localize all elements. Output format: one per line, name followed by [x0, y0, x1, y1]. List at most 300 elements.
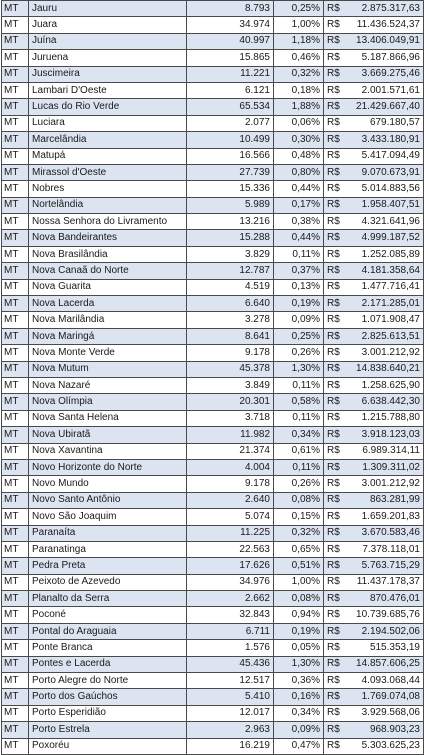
table-row: [2, 689, 424, 705]
percentage-cell: 1,30%: [274, 361, 324, 377]
state-cell: MT: [2, 214, 29, 230]
amount-cell: 3.918.123,03: [348, 427, 424, 443]
table-row: [2, 345, 424, 361]
population-cell: 15.336: [187, 181, 274, 197]
municipality-cell: Nova Canaã do Norte: [29, 263, 187, 279]
currency-cell: R$: [324, 738, 348, 754]
currency-cell: R$: [324, 66, 348, 82]
state-cell: MT: [2, 574, 29, 590]
amount-cell: 13.406.049,91: [348, 33, 424, 49]
currency-cell: R$: [324, 17, 348, 33]
amount-cell: 5.303.625,23: [348, 738, 424, 754]
municipality-cell: Poconé: [29, 607, 187, 623]
currency-cell: R$: [324, 459, 348, 475]
population-cell: 5.989: [187, 197, 274, 213]
table-row: [2, 1, 424, 17]
percentage-cell: 0,34%: [274, 705, 324, 721]
percentage-cell: 0,48%: [274, 148, 324, 164]
population-cell: 3.278: [187, 312, 274, 328]
amount-cell: 4.321.641,96: [348, 214, 424, 230]
currency-cell: R$: [324, 558, 348, 574]
currency-cell: R$: [324, 541, 348, 557]
amount-cell: 1.071.908,47: [348, 312, 424, 328]
currency-cell: R$: [324, 82, 348, 98]
municipality-cell: Peixoto de Azevedo: [29, 574, 187, 590]
table-row: [2, 722, 424, 738]
currency-cell: R$: [324, 132, 348, 148]
amount-cell: 2.194.502,06: [348, 623, 424, 639]
state-cell: MT: [2, 181, 29, 197]
table-row: [2, 296, 424, 312]
table-row: [2, 328, 424, 344]
currency-cell: R$: [324, 509, 348, 525]
population-cell: 3.718: [187, 410, 274, 426]
state-cell: MT: [2, 705, 29, 721]
state-cell: MT: [2, 591, 29, 607]
table-row: [2, 214, 424, 230]
percentage-cell: 1,00%: [274, 574, 324, 590]
table-row: [2, 181, 424, 197]
population-cell: 11.225: [187, 525, 274, 541]
population-cell: 9.178: [187, 476, 274, 492]
percentage-cell: 0,65%: [274, 541, 324, 557]
municipality-cell: Mirassol d'Oeste: [29, 164, 187, 180]
amount-cell: 4.181.358,64: [348, 263, 424, 279]
currency-cell: R$: [324, 214, 348, 230]
state-cell: MT: [2, 1, 29, 17]
table-row: [2, 705, 424, 721]
population-cell: 65.534: [187, 99, 274, 115]
amount-cell: 515.353,19: [348, 640, 424, 656]
table-row: [2, 394, 424, 410]
currency-cell: R$: [324, 230, 348, 246]
municipality-cell: Nova Lacerda: [29, 296, 187, 312]
state-cell: MT: [2, 17, 29, 33]
table-body: [2, 1, 424, 755]
municipality-cell: Planalto da Serra: [29, 591, 187, 607]
population-cell: 8.641: [187, 328, 274, 344]
state-cell: MT: [2, 476, 29, 492]
currency-cell: R$: [324, 148, 348, 164]
municipality-cell: Lucas do Rio Verde: [29, 99, 187, 115]
population-cell: 11.982: [187, 427, 274, 443]
population-cell: 34.974: [187, 17, 274, 33]
population-cell: 16.219: [187, 738, 274, 754]
municipality-cell: Porto Estrela: [29, 722, 187, 738]
table-row: [2, 197, 424, 213]
state-cell: MT: [2, 361, 29, 377]
percentage-cell: 0,05%: [274, 640, 324, 656]
population-cell: 6.640: [187, 296, 274, 312]
percentage-cell: 0,11%: [274, 459, 324, 475]
amount-cell: 2.171.285,01: [348, 296, 424, 312]
state-cell: MT: [2, 459, 29, 475]
table-row: [2, 17, 424, 33]
municipality-cell: Pontal do Araguaia: [29, 623, 187, 639]
municipality-cell: Poxoréu: [29, 738, 187, 754]
state-cell: MT: [2, 33, 29, 49]
table-row: [2, 558, 424, 574]
population-cell: 3.829: [187, 246, 274, 262]
municipality-cell: Novo Santo Antônio: [29, 492, 187, 508]
table-row: [2, 640, 424, 656]
state-cell: MT: [2, 328, 29, 344]
state-cell: MT: [2, 197, 29, 213]
state-cell: MT: [2, 296, 29, 312]
currency-cell: R$: [324, 115, 348, 131]
percentage-cell: 0,58%: [274, 394, 324, 410]
currency-cell: R$: [324, 296, 348, 312]
municipality-cell: Nossa Senhora do Livramento: [29, 214, 187, 230]
percentage-cell: 0,09%: [274, 722, 324, 738]
municipality-cell: Marcelândia: [29, 132, 187, 148]
state-cell: MT: [2, 82, 29, 98]
percentage-cell: 0,34%: [274, 427, 324, 443]
table-row: [2, 50, 424, 66]
table-row: [2, 132, 424, 148]
municipality-cell: Nova Santa Helena: [29, 410, 187, 426]
currency-cell: R$: [324, 246, 348, 262]
state-cell: MT: [2, 492, 29, 508]
currency-cell: R$: [324, 623, 348, 639]
state-cell: MT: [2, 246, 29, 262]
percentage-cell: 0,32%: [274, 66, 324, 82]
amount-cell: 679.180,57: [348, 115, 424, 131]
currency-cell: R$: [324, 705, 348, 721]
state-cell: MT: [2, 50, 29, 66]
amount-cell: 4.999.187,52: [348, 230, 424, 246]
amount-cell: 863.281,99: [348, 492, 424, 508]
percentage-cell: 0,47%: [274, 738, 324, 754]
amount-cell: 2.825.613,51: [348, 328, 424, 344]
population-cell: 5.074: [187, 509, 274, 525]
amount-cell: 3.001.212,92: [348, 345, 424, 361]
currency-cell: R$: [324, 197, 348, 213]
percentage-cell: 0,44%: [274, 230, 324, 246]
municipality-cell: Nova Mutum: [29, 361, 187, 377]
table-row: [2, 66, 424, 82]
percentage-cell: 0,37%: [274, 263, 324, 279]
percentage-cell: 0,38%: [274, 214, 324, 230]
percentage-cell: 0,94%: [274, 607, 324, 623]
amount-cell: 3.669.275,46: [348, 66, 424, 82]
municipality-cell: Juara: [29, 17, 187, 33]
amount-cell: 21.429.667,40: [348, 99, 424, 115]
municipality-cell: Luciara: [29, 115, 187, 131]
percentage-cell: 0,36%: [274, 673, 324, 689]
population-cell: 12.517: [187, 673, 274, 689]
state-cell: MT: [2, 345, 29, 361]
state-cell: MT: [2, 164, 29, 180]
table-row: [2, 623, 424, 639]
municipality-cell: Lambari D'Oeste: [29, 82, 187, 98]
amount-cell: 11.436.524,37: [348, 17, 424, 33]
municipality-cell: Nobres: [29, 181, 187, 197]
municipality-cell: Porto Esperidião: [29, 705, 187, 721]
percentage-cell: 0,15%: [274, 509, 324, 525]
state-cell: MT: [2, 115, 29, 131]
amount-cell: 1.769.074,08: [348, 689, 424, 705]
municipality-cell: Juscimeira: [29, 66, 187, 82]
amount-cell: 1.958.407,51: [348, 197, 424, 213]
population-cell: 8.793: [187, 1, 274, 17]
population-cell: 13.216: [187, 214, 274, 230]
amount-cell: 3.929.568,06: [348, 705, 424, 721]
table-row: [2, 148, 424, 164]
percentage-cell: 0,51%: [274, 558, 324, 574]
municipality-cell: Nova Marilândia: [29, 312, 187, 328]
municipality-cell: Nova Xavantina: [29, 443, 187, 459]
municipality-cell: Pedra Preta: [29, 558, 187, 574]
municipality-cell: Novo São Joaquim: [29, 509, 187, 525]
state-cell: MT: [2, 558, 29, 574]
population-cell: 2.662: [187, 591, 274, 607]
percentage-cell: 0,09%: [274, 312, 324, 328]
state-cell: MT: [2, 394, 29, 410]
amount-cell: 7.378.118,01: [348, 541, 424, 557]
percentage-cell: 1,88%: [274, 99, 324, 115]
state-cell: MT: [2, 312, 29, 328]
municipality-cell: Nova Monte Verde: [29, 345, 187, 361]
currency-cell: R$: [324, 33, 348, 49]
table-row: [2, 246, 424, 262]
percentage-cell: 0,17%: [274, 197, 324, 213]
state-cell: MT: [2, 427, 29, 443]
currency-cell: R$: [324, 279, 348, 295]
amount-cell: 5.014.883,56: [348, 181, 424, 197]
percentage-cell: 0,13%: [274, 279, 324, 295]
population-cell: 16.566: [187, 148, 274, 164]
currency-cell: R$: [324, 607, 348, 623]
amount-cell: 11.437.178,37: [348, 574, 424, 590]
state-cell: MT: [2, 623, 29, 639]
currency-cell: R$: [324, 377, 348, 393]
table-row: [2, 33, 424, 49]
state-cell: MT: [2, 263, 29, 279]
municipality-cell: Paranatinga: [29, 541, 187, 557]
amount-cell: 2.875.317,63: [348, 1, 424, 17]
state-cell: MT: [2, 443, 29, 459]
state-cell: MT: [2, 640, 29, 656]
percentage-cell: 0,25%: [274, 1, 324, 17]
currency-cell: R$: [324, 99, 348, 115]
municipality-cell: Nova Brasilândia: [29, 246, 187, 262]
population-cell: 12.017: [187, 705, 274, 721]
table-row: [2, 509, 424, 525]
municipality-cell: Porto Alegre do Norte: [29, 673, 187, 689]
percentage-cell: 0,26%: [274, 345, 324, 361]
percentage-cell: 0,26%: [274, 476, 324, 492]
population-cell: 40.997: [187, 33, 274, 49]
currency-cell: R$: [324, 263, 348, 279]
amount-cell: 870.476,01: [348, 591, 424, 607]
amount-cell: 3.433.180,91: [348, 132, 424, 148]
municipality-cell: Nova Ubiratã: [29, 427, 187, 443]
amount-cell: 6.989.314,11: [348, 443, 424, 459]
state-cell: MT: [2, 738, 29, 754]
percentage-cell: 0,30%: [274, 132, 324, 148]
amount-cell: 1.477.716,41: [348, 279, 424, 295]
municipality-cell: Jauru: [29, 1, 187, 17]
population-cell: 12.787: [187, 263, 274, 279]
table-row: [2, 164, 424, 180]
table-row: [2, 443, 424, 459]
state-cell: MT: [2, 377, 29, 393]
currency-cell: R$: [324, 591, 348, 607]
table-row: [2, 99, 424, 115]
table-row: [2, 492, 424, 508]
table-row: [2, 738, 424, 754]
state-cell: MT: [2, 148, 29, 164]
municipality-cell: Matupá: [29, 148, 187, 164]
population-cell: 45.436: [187, 656, 274, 672]
currency-cell: R$: [324, 492, 348, 508]
currency-cell: R$: [324, 164, 348, 180]
population-cell: 22.563: [187, 541, 274, 557]
municipality-cell: Novo Horizonte do Norte: [29, 459, 187, 475]
table-row: [2, 115, 424, 131]
state-cell: MT: [2, 410, 29, 426]
table-row: [2, 312, 424, 328]
state-cell: MT: [2, 607, 29, 623]
population-cell: 21.374: [187, 443, 274, 459]
municipality-cell: Nova Guarita: [29, 279, 187, 295]
population-cell: 2.640: [187, 492, 274, 508]
state-cell: MT: [2, 230, 29, 246]
population-cell: 27.739: [187, 164, 274, 180]
state-cell: MT: [2, 99, 29, 115]
municipality-cell: Novo Mundo: [29, 476, 187, 492]
currency-cell: R$: [324, 525, 348, 541]
percentage-cell: 0,19%: [274, 296, 324, 312]
percentage-cell: 0,11%: [274, 410, 324, 426]
currency-cell: R$: [324, 443, 348, 459]
percentage-cell: 0,08%: [274, 591, 324, 607]
amount-cell: 1.258.625,90: [348, 377, 424, 393]
amount-cell: 3.001.212,92: [348, 476, 424, 492]
table-row: [2, 591, 424, 607]
currency-cell: R$: [324, 673, 348, 689]
table-row: [2, 656, 424, 672]
municipality-cell: Juruena: [29, 50, 187, 66]
table-row: [2, 574, 424, 590]
population-cell: 6.711: [187, 623, 274, 639]
amount-cell: 14.857.606,25: [348, 656, 424, 672]
population-cell: 32.843: [187, 607, 274, 623]
population-cell: 4.004: [187, 459, 274, 475]
table-row: [2, 279, 424, 295]
population-cell: 6.121: [187, 82, 274, 98]
currency-cell: R$: [324, 689, 348, 705]
percentage-cell: 0,08%: [274, 492, 324, 508]
municipality-cell: Ponte Branca: [29, 640, 187, 656]
table-row: [2, 377, 424, 393]
municipality-cell: Nortelândia: [29, 197, 187, 213]
table-row: [2, 263, 424, 279]
amount-cell: 6.638.442,30: [348, 394, 424, 410]
currency-cell: R$: [324, 361, 348, 377]
table-row: [2, 459, 424, 475]
percentage-cell: 0,11%: [274, 377, 324, 393]
amount-cell: 5.417.094,49: [348, 148, 424, 164]
state-cell: MT: [2, 132, 29, 148]
currency-cell: R$: [324, 574, 348, 590]
table-row: [2, 230, 424, 246]
population-cell: 1.576: [187, 640, 274, 656]
table-row: [2, 476, 424, 492]
percentage-cell: 0,18%: [274, 82, 324, 98]
amount-cell: 3.670.583,46: [348, 525, 424, 541]
currency-cell: R$: [324, 640, 348, 656]
population-cell: 17.626: [187, 558, 274, 574]
percentage-cell: 0,19%: [274, 623, 324, 639]
population-cell: 15.865: [187, 50, 274, 66]
currency-cell: R$: [324, 181, 348, 197]
currency-cell: R$: [324, 50, 348, 66]
table-row: [2, 607, 424, 623]
municipality-table: [1, 0, 424, 755]
amount-cell: 968.903,23: [348, 722, 424, 738]
municipality-cell: Nova Nazaré: [29, 377, 187, 393]
amount-cell: 4.093.068,44: [348, 673, 424, 689]
percentage-cell: 0,06%: [274, 115, 324, 131]
population-cell: 5.410: [187, 689, 274, 705]
state-cell: MT: [2, 722, 29, 738]
municipality-cell: Nova Bandeirantes: [29, 230, 187, 246]
amount-cell: 2.001.571,61: [348, 82, 424, 98]
currency-cell: R$: [324, 427, 348, 443]
municipality-cell: Porto dos Gaúchos: [29, 689, 187, 705]
municipality-cell: Nova Olímpia: [29, 394, 187, 410]
population-cell: 34.976: [187, 574, 274, 590]
population-cell: 3.849: [187, 377, 274, 393]
percentage-cell: 1,00%: [274, 17, 324, 33]
percentage-cell: 0,44%: [274, 181, 324, 197]
currency-cell: R$: [324, 1, 348, 17]
amount-cell: 5.763.715,29: [348, 558, 424, 574]
amount-cell: 5.187.866,96: [348, 50, 424, 66]
amount-cell: 14.838.640,21: [348, 361, 424, 377]
state-cell: MT: [2, 279, 29, 295]
table-row: [2, 410, 424, 426]
population-cell: 15.288: [187, 230, 274, 246]
amount-cell: 1.215.788,80: [348, 410, 424, 426]
currency-cell: R$: [324, 410, 348, 426]
table-row: [2, 361, 424, 377]
population-cell: 10.499: [187, 132, 274, 148]
population-cell: 2.963: [187, 722, 274, 738]
population-cell: 45.378: [187, 361, 274, 377]
currency-cell: R$: [324, 345, 348, 361]
municipality-cell: Paranaíta: [29, 525, 187, 541]
amount-cell: 1.252.085,89: [348, 246, 424, 262]
municipality-cell: Pontes e Lacerda: [29, 656, 187, 672]
currency-cell: R$: [324, 312, 348, 328]
table-row: [2, 82, 424, 98]
amount-cell: 1.659.201,83: [348, 509, 424, 525]
population-cell: 11.221: [187, 66, 274, 82]
table-row: [2, 673, 424, 689]
state-cell: MT: [2, 673, 29, 689]
table-row: [2, 525, 424, 541]
state-cell: MT: [2, 509, 29, 525]
percentage-cell: 0,16%: [274, 689, 324, 705]
amount-cell: 9.070.673,91: [348, 164, 424, 180]
percentage-cell: 0,80%: [274, 164, 324, 180]
currency-cell: R$: [324, 328, 348, 344]
population-cell: 9.178: [187, 345, 274, 361]
percentage-cell: 1,30%: [274, 656, 324, 672]
